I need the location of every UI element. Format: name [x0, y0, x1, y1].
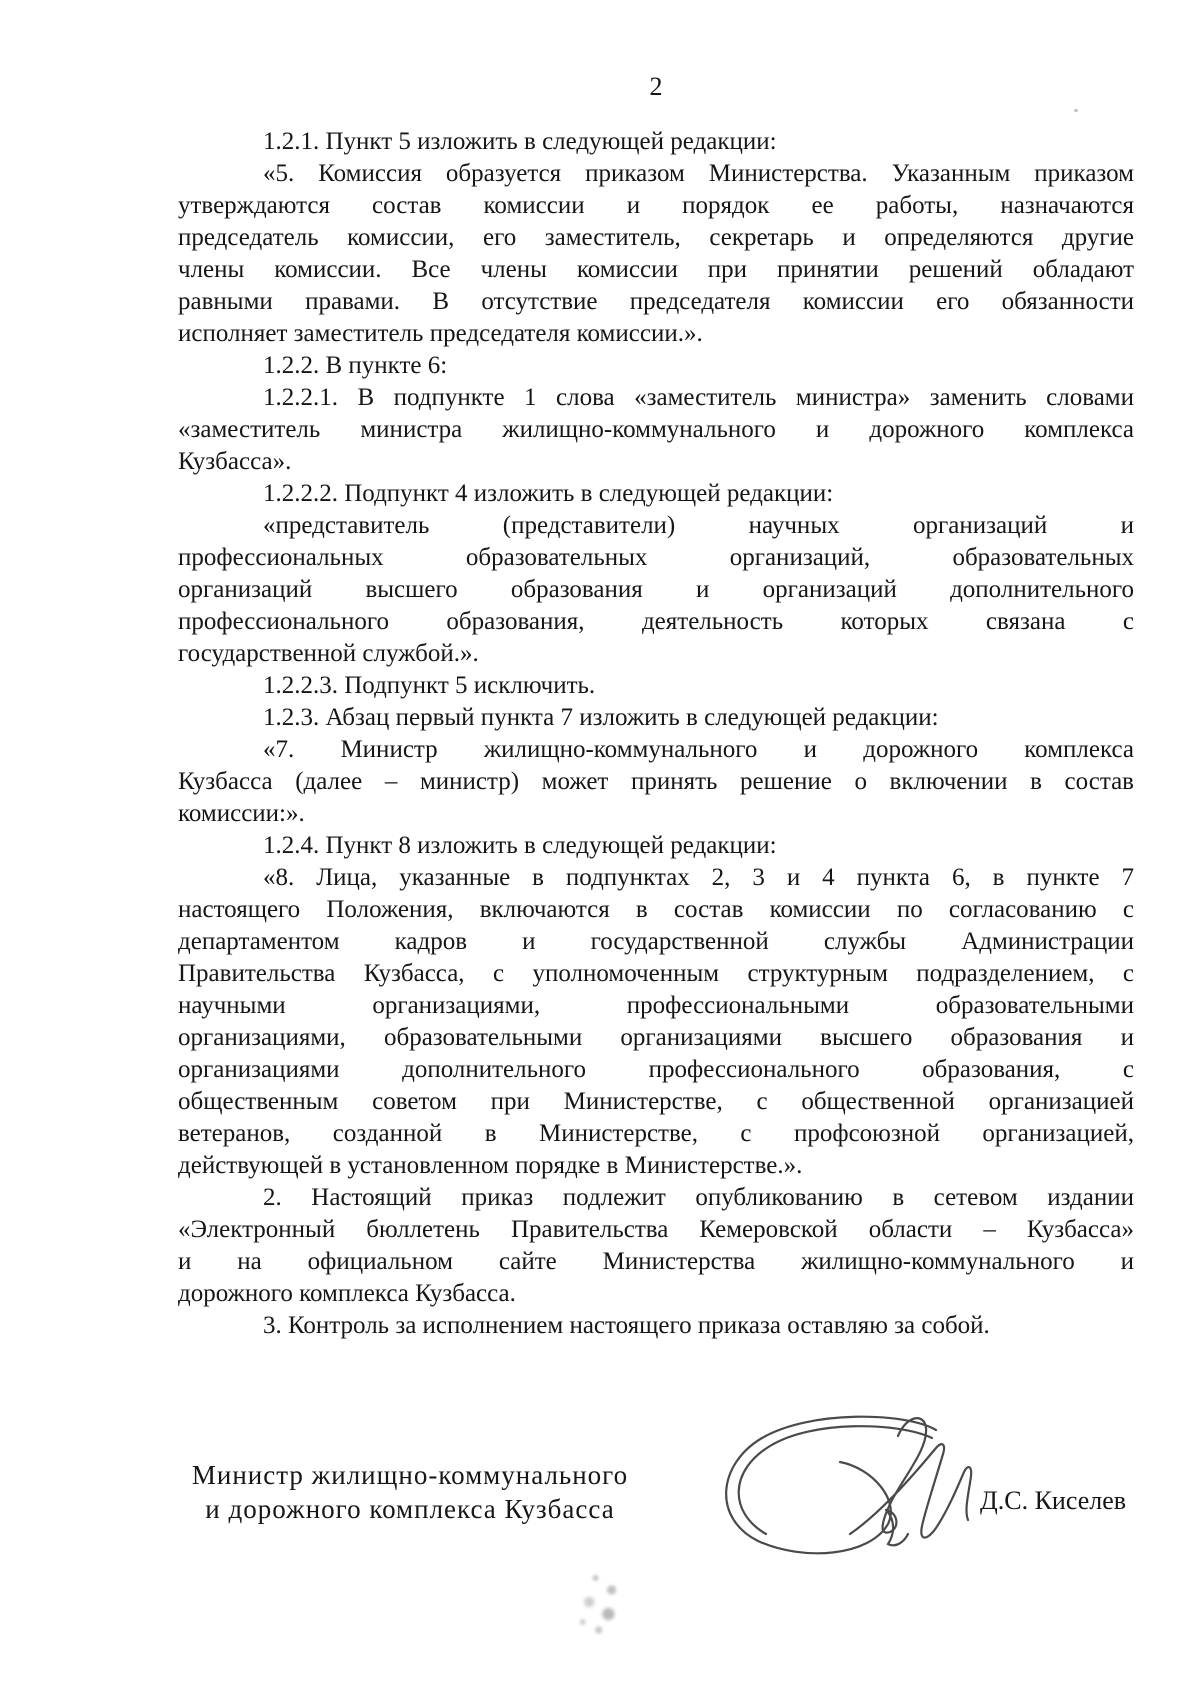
paragraph-line: 1.2.2. В пункте 6:: [263, 352, 448, 379]
paragraph: [178, 830, 1134, 862]
paragraph-line: действующей в установленном порядке в Министерстве.».: [178, 1152, 803, 1179]
signee-name: Д.С. Киселев: [980, 1486, 1127, 1515]
paragraph: [178, 1310, 1134, 1342]
paragraph-line: «представитель (представители) научных организаций и: [263, 512, 1134, 539]
paragraph-line: члены комиссии. Все члены комиссии при принятии решений обладают: [178, 256, 1134, 283]
paragraph-line: комиссии:».: [178, 800, 305, 827]
paragraph: [178, 862, 1134, 1182]
body-text: [178, 126, 1134, 1342]
signature-position-title: [190, 1458, 630, 1526]
signature-position-line-1: Министр жилищно-коммунального: [191, 1460, 629, 1490]
paragraph-line: утверждаются состав комиссии и порядок ее работы, назначаются: [178, 192, 1134, 219]
scan-speck: [1074, 109, 1078, 112]
paragraph-line: дорожного комплекса Кузбасса.: [178, 1280, 516, 1307]
paragraph-line: исполняет заместитель председателя комиссии.».: [178, 320, 703, 347]
paragraph-line: «8. Лица, указанные в подпунктах 2, 3 и 4 пункта 6, в пункте 7: [263, 864, 1134, 891]
paragraph-line: 1.2.4. Пункт 8 изложить в следующей редакции:: [263, 832, 777, 859]
paragraph-line: 1.2.1. Пункт 5 изложить в следующей редакции:: [263, 128, 777, 155]
paragraph-line: равными правами. В отсутствие председателя комиссии его обязанности: [178, 288, 1134, 315]
paragraph: [178, 350, 1134, 382]
paragraph-line: 1.2.3. Абзац первый пункта 7 изложить в следующей редакции:: [263, 704, 939, 731]
paragraph: [178, 158, 1134, 350]
stamp-smudge: [570, 1566, 634, 1646]
paragraph: [178, 1182, 1134, 1310]
paragraph-line: Правительства Кузбасса, с уполномоченным структурным подразделением, с: [178, 960, 1134, 987]
paragraph-line: профессионального образования, деятельность которых связана с: [178, 608, 1134, 635]
paragraph-line: 1.2.2.1. В подпункте 1 слова «заместитель министра» заменить словами: [263, 384, 1134, 411]
paragraph-line: 2. Настоящий приказ подлежит опубликованию в сетевом издании: [263, 1184, 1134, 1211]
paragraph-line: настоящего Положения, включаются в состав комиссии по согласованию с: [178, 896, 1134, 923]
paragraph-line: организаций высшего образования и организаций дополнительного: [178, 576, 1134, 603]
paragraph: [178, 734, 1134, 830]
paragraph: [178, 478, 1134, 510]
paragraph-line: Кузбасса».: [178, 448, 292, 475]
paragraph-line: организациями дополнительного профессионального образования, с: [178, 1056, 1134, 1083]
paragraph-line: «Электронный бюллетень Правительства Кемеровской области – Кузбасса»: [178, 1216, 1134, 1243]
paragraph: [178, 382, 1134, 478]
handwritten-signature-icon: [700, 1408, 990, 1568]
paragraph-line: 3. Контроль за исполнением настоящего приказа оставляю за собой.: [263, 1312, 990, 1339]
paragraph-line: департаментом кадров и государственной службы Администрации: [178, 928, 1134, 955]
signature-position-line-2: и дорожного комплекса Кузбасса: [205, 1494, 615, 1524]
paragraph-line: государственной службой.».: [178, 640, 479, 667]
page-number: 2: [649, 72, 663, 101]
paragraph-line: «7. Министр жилищно-коммунального и дорожного комплекса: [263, 736, 1134, 763]
paragraph: [178, 702, 1134, 734]
paragraph: [178, 670, 1134, 702]
paragraph-line: «5. Комиссия образуется приказом Министерства. Указанным приказом: [263, 160, 1134, 187]
paragraph-line: 1.2.2.3. Подпункт 5 исключить.: [263, 672, 596, 699]
paragraph-line: «заместитель министра жилищно-коммунального и дорожного комплекса: [178, 416, 1134, 443]
paragraph-line: научными организациями, профессиональными образовательными: [178, 992, 1134, 1019]
paragraph-line: организациями, образовательными организациями высшего образования и: [178, 1024, 1134, 1051]
paragraph-line: общественным советом при Министерстве, с общественной организацией: [178, 1088, 1134, 1115]
paragraph-line: Кузбасса (далее – министр) может принять решение о включении в состав: [178, 768, 1134, 795]
paragraph-line: ветеранов, созданной в Министерстве, с профсоюзной организацией,: [178, 1120, 1134, 1147]
paragraph-line: профессиональных образовательных организаций, образовательных: [178, 544, 1134, 571]
paragraph-line: и на официальном сайте Министерства жилищно-коммунального и: [178, 1248, 1134, 1275]
paragraph-line: председатель комиссии, его заместитель, секретарь и определяются другие: [178, 224, 1134, 251]
paragraph: [178, 510, 1134, 670]
paragraph-line: 1.2.2.2. Подпункт 4 изложить в следующей редакции:: [263, 480, 834, 507]
paragraph: [178, 126, 1134, 158]
